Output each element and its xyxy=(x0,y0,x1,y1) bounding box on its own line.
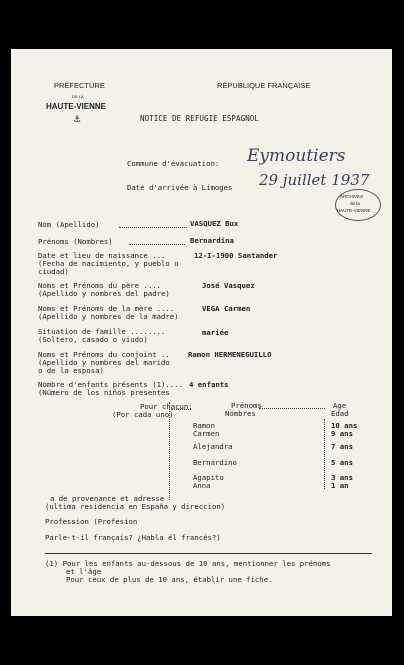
nom-dots xyxy=(119,227,187,228)
footnote-line-3: Pour ceux de plus de 10 ans, établir une fiche. xyxy=(66,575,273,584)
por-cada-label: (Por cada uno) xyxy=(112,410,174,419)
anchor-emblem-icon: ⚓ xyxy=(73,114,82,124)
child-age-4: 5 ans xyxy=(331,458,353,467)
pere-value: José Vasquez xyxy=(202,281,255,290)
naissance-label-3: ciudad) xyxy=(38,267,69,276)
children-left-rule xyxy=(169,402,170,500)
evacuation-value: Eymoutiers xyxy=(247,146,346,166)
pere-label-2: (Apellido y nombres del padre) xyxy=(38,289,170,298)
stamp-line-1: ARCHIVES xyxy=(340,194,364,199)
col-edad-label: Edad xyxy=(331,409,349,418)
archives-stamp xyxy=(335,189,381,221)
naissance-label-2: (Fecha de nacimiento, y pueblo o xyxy=(38,259,179,268)
arrival-label: Date d'arrivée à Limoges xyxy=(127,183,233,192)
de-la-label: DE LA xyxy=(72,94,84,99)
prenoms-dots xyxy=(129,244,185,245)
provenance-label-2: (ultima residencia en España y direccion) xyxy=(45,502,226,511)
children-dots-2 xyxy=(259,408,325,409)
provenance-label-1: a de provenance et adresse xyxy=(50,494,165,503)
conjoint-value: Ramon HERMENEGUILLO xyxy=(188,350,272,359)
pere-label-1: Noms et Prénoms du père .... xyxy=(38,281,162,290)
mere-label-2: (Apellido y nombres de la madre) xyxy=(38,312,179,321)
col-nombres-label: Nombres xyxy=(225,409,256,418)
mere-label-1: Noms et Prénoms de la mère .... xyxy=(38,304,175,313)
mere-value: VEGA Carmen xyxy=(202,304,251,313)
situation-label-1: Situation de famille ........ xyxy=(38,327,166,336)
footnote-rule xyxy=(45,553,372,554)
footnote-line-2: et l'âge xyxy=(66,567,102,576)
enfants-value: 4 enfants xyxy=(189,380,229,389)
child-name-3: Alejandra xyxy=(193,442,233,451)
child-age-3: 7 ans xyxy=(331,442,353,451)
enfants-label-2: (Número de los niños presentes xyxy=(38,388,170,397)
document-title: NOTICE DE REFUGIE ESPAGNOL xyxy=(140,114,259,123)
child-age-1: 10 ans xyxy=(331,421,358,430)
children-age-rule xyxy=(324,419,325,489)
nom-label: Nom (Apellido) xyxy=(38,220,100,229)
child-name-6: Anna xyxy=(193,481,211,490)
conjoint-label-2: (Apellido y nombres del marido xyxy=(38,358,170,367)
arrival-value: 29 juillet 1937 xyxy=(259,171,370,189)
stamp-line-3: HAUTE-VIENNE xyxy=(337,208,371,213)
naissance-label-1: Date et lieu de naissance ... xyxy=(38,251,166,260)
child-name-2: Carmen xyxy=(193,429,220,438)
nom-value: VASQUEZ Bux xyxy=(190,219,239,228)
evacuation-label: Commune d'évacuation: xyxy=(127,159,220,168)
col-age-label: Age xyxy=(333,401,347,410)
department-label: HAUTE-VIENNE xyxy=(46,102,107,111)
document-page xyxy=(11,49,392,616)
situation-label-2: (Soltero, casado o viudo) xyxy=(38,335,148,344)
child-name-5: Agapito xyxy=(193,473,224,482)
child-name-4: Bernardino xyxy=(193,458,237,467)
prenoms-label: Prénoms (Nombres) xyxy=(38,237,113,246)
child-age-6: 1 an xyxy=(331,481,349,490)
pour-chacun-label: Pour chacun: xyxy=(140,402,193,411)
profession-label: Profession (Profesion xyxy=(45,517,138,526)
child-age-5: 3 ans xyxy=(331,473,353,482)
conjoint-label-3: o de la esposa) xyxy=(38,366,104,375)
child-age-2: 9 ans xyxy=(331,429,353,438)
enfants-label-1: Nombre d'enfants présents (1).... xyxy=(38,380,183,389)
children-dots-1 xyxy=(171,409,191,410)
footnote-line-1: (1) Pour les enfants au-dessous de 10 ans, mentionner les prénoms xyxy=(45,559,331,568)
langue-label: Parle-t-il français? ¿Habla él francés?) xyxy=(45,533,221,542)
prefecture-label: PRÉFECTURE xyxy=(54,81,105,90)
situation-value: mariée xyxy=(202,328,229,337)
prenoms-value: Bernardina xyxy=(190,236,234,245)
stamp-line-2: de la xyxy=(350,201,360,206)
naissance-value: 12-I-1900 Santander xyxy=(194,251,278,260)
republic-label: RÉPUBLIQUE FRANÇAISE xyxy=(217,81,311,90)
col-prenoms-label: Prénoms xyxy=(231,401,262,410)
child-name-1: Ramon xyxy=(193,421,215,430)
conjoint-label-1: Noms et Prénoms du conjoint .. xyxy=(38,350,170,359)
